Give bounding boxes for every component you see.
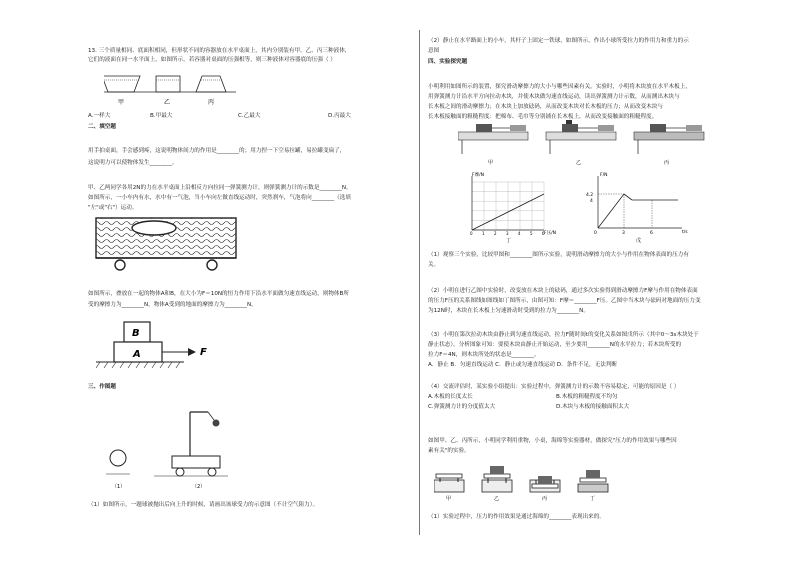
drawing2-line1: （2）静止在水平路面上的小车，其杆子上固定一铁球，如图所示，作出小球所受拉力的作用力和重力的示 bbox=[428, 38, 689, 44]
container-label-bing: 丙 bbox=[208, 99, 215, 106]
exp1-line1: 小明利用如图所示的装置，探究滑动摩擦力的大小与哪些因素有关。实验时，小明将木块放在水平木板上， bbox=[428, 84, 691, 90]
q13-option-a: A.一样大 bbox=[88, 113, 111, 119]
water-cart-figure bbox=[94, 214, 244, 276]
exp1-q2-line1: （2）小明在进行乙图中实验时，改变放在木块上的砝码，通过多次实验得到滑动摩擦力F摩与作用在物体表面 bbox=[428, 288, 698, 294]
chart-ding bbox=[458, 170, 568, 244]
chart-wu-ytick-42: 4.2 bbox=[586, 193, 594, 198]
figure2-label: （2） bbox=[192, 484, 206, 488]
section-drawing-title: 三、作图题 bbox=[88, 384, 116, 390]
chart-ding-xtick: 1 bbox=[482, 231, 485, 236]
chart-wu-xlabel: t/s bbox=[682, 230, 688, 235]
section-fill-blank-title: 二、填空题 bbox=[88, 124, 116, 130]
sponge-yi bbox=[482, 466, 512, 492]
drawing2-line2: 意图 bbox=[428, 48, 440, 54]
exp1-q3-line3: 拉力F＝4N，则木块所处的状态是________。 bbox=[428, 352, 540, 358]
exp2-line2: 素有关"的实验。 bbox=[428, 448, 470, 454]
chart-wu-ylabel: F/N bbox=[600, 173, 608, 178]
q13-option-b: B.甲最大 bbox=[150, 113, 173, 119]
chart-wu bbox=[578, 170, 698, 244]
exp1-line4: 长木板接触面的粗糙程度：把棉布、毛巾等分别铺在长木板上，从而改变接触面的粗糙程度。 bbox=[428, 114, 658, 120]
chart-ding-xtick: 4 bbox=[518, 231, 521, 236]
chart-ding-xtick: 5 bbox=[530, 231, 533, 236]
container-yi bbox=[156, 76, 180, 92]
photo-jia bbox=[458, 124, 528, 154]
air-bubble bbox=[132, 221, 176, 235]
chart-wu-xtick-0: 0 bbox=[594, 231, 597, 236]
fill2-line2: 如图所示，一小车内有水，水中有一气泡，当小车向左做直线运动时，突然刹车，气泡将向________（选填 bbox=[88, 195, 351, 201]
column-divider bbox=[419, 30, 420, 535]
fill3-line1: 如图所示，叠放在一起的物体A和B，在大小为F＝10N的恒力作用下沿水平面做匀速直线运动，则物体B所 bbox=[88, 291, 349, 297]
sponge-figures bbox=[434, 458, 624, 502]
exp2-q1-text: （1）实验过程中，压力的作用效果是通过海绵的________表现出来的。 bbox=[428, 514, 605, 520]
photo-label-yi: 乙 bbox=[576, 160, 582, 166]
iron-ball bbox=[213, 420, 220, 427]
cart-wheel-left bbox=[115, 260, 125, 270]
exp1-q2-line3: 为12N时，木块在长木板上匀速滑动时受到的拉力为________N。 bbox=[428, 308, 589, 314]
chart-ding-xtick: 2 bbox=[494, 231, 497, 236]
block-b-label: B bbox=[132, 328, 140, 339]
q13-line1: 13. 三个质量相同、底面积相同，但形状不同的容器放在水平桌面上，其内分别装有甲、乙、丙三种液体， bbox=[88, 48, 351, 54]
cart-wheel-right bbox=[207, 260, 217, 270]
exp1-q4-option-a: A.木板的长度太长 bbox=[428, 394, 473, 400]
q13-line2: 它们的液面在同一水平面上，如图所示，若容器对桌面的压强相等，则三种液体对容器底的压强（ ） bbox=[88, 57, 336, 63]
fill2-line1: 甲、乙两同学各用2N的力在水平桌面上沿相反方向拉同一弹簧测力计，则弹簧测力计的示数是________N。 bbox=[88, 185, 352, 191]
exp1-q3-line1: （3）小明在第次拉动木块由静止到匀速直线运动，拉力F随时间t的变化关系如图戊所示（其中0～3s木块处于 bbox=[428, 332, 699, 338]
container-jia bbox=[104, 76, 140, 92]
force-arrow bbox=[188, 348, 196, 356]
fill1-line2: 这说明力可以使物体发生________。 bbox=[88, 160, 178, 166]
container-label-yi: 乙 bbox=[164, 99, 171, 106]
exp1-q3-options: A．静止 B．匀速直线运动 C．静止或匀速直线运动 D．条件不足，无法判断 bbox=[428, 362, 618, 368]
chart-wu-xtick-6: 6 bbox=[650, 231, 653, 236]
chart-wu-caption: 戊 bbox=[636, 238, 642, 244]
sponge-bing bbox=[530, 476, 560, 492]
sponge-label-ding: 丁 bbox=[590, 496, 596, 502]
section-experiment-title: 四、实验探究题 bbox=[428, 59, 468, 65]
force-label: F bbox=[200, 347, 207, 358]
sponge-label-yi: 乙 bbox=[494, 496, 500, 502]
drawing-figures bbox=[94, 396, 234, 488]
sponge-label-bing: 丙 bbox=[542, 496, 548, 502]
photo-yi bbox=[546, 120, 616, 154]
exp1-q1-line1: （1）观察三个实验，比较甲图和________图所示实验，说明滑动摩擦力的大小与作用在物体表面的压力有 bbox=[428, 252, 689, 258]
figure1-label: （1） bbox=[112, 484, 126, 488]
chart-ding-caption: 丁 bbox=[506, 238, 512, 244]
toy-cart bbox=[172, 456, 220, 468]
photo-label-jia: 甲 bbox=[488, 160, 494, 166]
ball bbox=[110, 450, 126, 466]
exp1-q1-line2: 关。 bbox=[428, 262, 440, 268]
exp1-q4-option-d: D.木块与木板的接触面积太大 bbox=[556, 404, 630, 410]
sponge-jia bbox=[434, 474, 464, 492]
chart-ding-xlabel: F压/N bbox=[544, 231, 556, 236]
chart-ding-xtick: 6 bbox=[542, 231, 545, 236]
fill3-line2: 受的摩擦力为________N，物体A受到的地面的摩擦力为________N。 bbox=[88, 302, 257, 308]
exp1-q3-line2: 静止状态）。分析图象可知：要使木块由静止开始运动，至少要用________N的水平拉力；若木块所受的 bbox=[428, 342, 682, 348]
exp2-line1: 如图甲、乙、丙所示，小明同学利用重物，小桌，海绵等实验器材，做探究"压力的作用效果与哪些因 bbox=[428, 438, 677, 444]
chart-ding-xtick: 3 bbox=[506, 231, 509, 236]
q13-option-c: C.乙最大 bbox=[238, 113, 261, 119]
photo-label-bing: 丙 bbox=[664, 160, 670, 166]
drawing1-text: （1）如图所示，一题球被抛出后向上升的时候，请画出该球受力的示意图（不计空气阻力）。 bbox=[88, 502, 319, 508]
q13-option-d: D.丙最大 bbox=[328, 113, 351, 119]
chart-ding-xtick: 0 bbox=[470, 231, 473, 236]
chart-wu-rise bbox=[598, 194, 624, 228]
chart-wu-xtick-3: 3 bbox=[622, 231, 625, 236]
fill2-line3: "左"或"右"）运动。 bbox=[88, 205, 138, 211]
exp1-line2: 用弹簧测力计沿水平方向拉动木块，并使木块做匀速直线运动，读出弹簧测力计示数，从而测出木块与 bbox=[428, 94, 680, 100]
exp1-q2-line2: 的压力F压的关系图线如图线如丁图所示，由图可知：F摩＝________F压。乙图中当木块与砝码对地面的压力变 bbox=[428, 298, 701, 304]
containers-figure bbox=[104, 68, 244, 110]
stacked-blocks-figure bbox=[96, 318, 216, 376]
exp1-line3: 长木板之间的滑动摩擦力；在木块上加放砝码，从而改变木块对长木板的压力；从而改变木块与 bbox=[428, 104, 663, 110]
container-label-jia: 甲 bbox=[118, 99, 125, 106]
fill1-line1: 用手拍桌面，手会感到疼，这说明物体间力的作用是________的；用力捏一下空易拉罐，易拉罐变扁了， bbox=[88, 148, 346, 154]
chart-wu-ytick-4: 4 bbox=[590, 199, 593, 204]
container-bing bbox=[196, 76, 226, 92]
exp1-q4-option-c: C.弹簧测力计的分度值太大 bbox=[428, 404, 496, 410]
exp1-q4-option-b: B.木板的粗糙程度不均匀 bbox=[556, 394, 618, 400]
block-a-label: A bbox=[133, 349, 141, 360]
exp1-q4-line1: （4）交流评估时，某实验小组提出：实验过程中，弹簧测力计的示数不容易稳定，可能的原因是（ ） bbox=[428, 384, 680, 390]
sponge-ding bbox=[578, 470, 608, 492]
chart-ding-ylabel: F摩/N bbox=[472, 173, 484, 178]
photo-bing bbox=[634, 124, 704, 154]
sponge-label-jia: 甲 bbox=[446, 496, 452, 502]
friction-photos bbox=[458, 120, 708, 168]
